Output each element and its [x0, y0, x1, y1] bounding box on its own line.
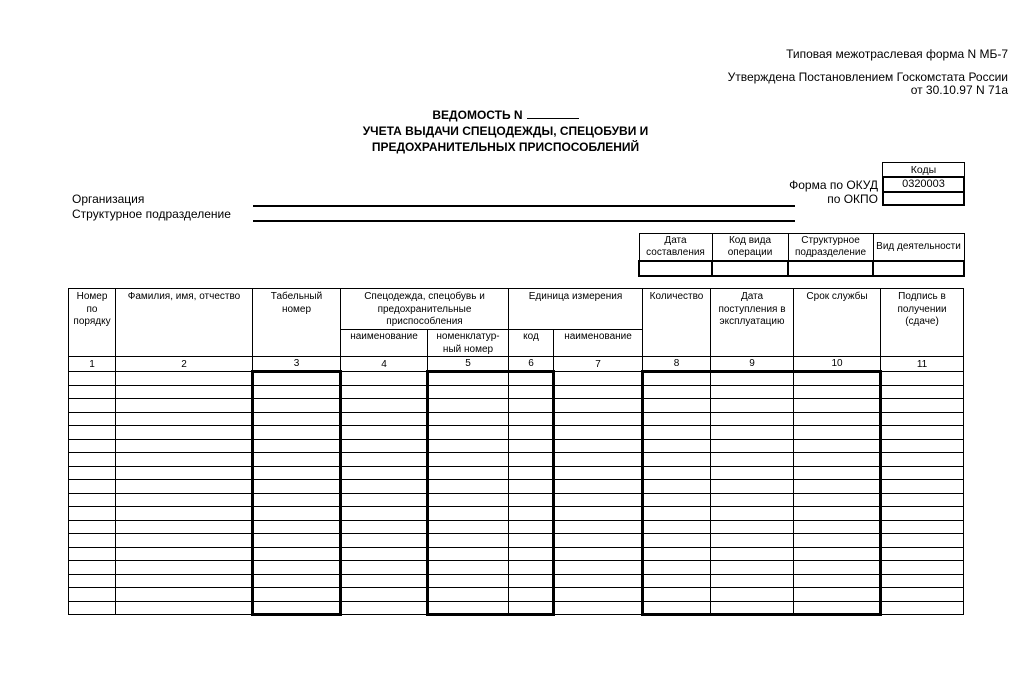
empty-row — [69, 399, 964, 413]
empty-row — [69, 480, 964, 494]
ops-header-row — [639, 234, 964, 261]
empty-cell — [881, 574, 964, 588]
empty-cell — [253, 466, 341, 480]
ops-header-date: Дата составления — [639, 234, 712, 261]
empty-cell — [881, 385, 964, 399]
empty-row — [69, 372, 964, 386]
empty-cell — [711, 588, 794, 602]
empty-cell — [428, 601, 509, 615]
ops-value-activity — [873, 261, 964, 276]
ops-header-activity: Вид деятельности — [873, 234, 964, 261]
col-header-service-start-date: Дата поступления в эксплуатацию — [711, 289, 794, 357]
col-header-unit-code: код — [509, 330, 554, 357]
empty-cell — [341, 439, 428, 453]
empty-cell — [69, 547, 116, 561]
empty-cell — [116, 534, 253, 548]
empty-cell — [643, 547, 711, 561]
empty-cell — [643, 574, 711, 588]
empty-cell — [69, 507, 116, 521]
empty-cell — [794, 466, 881, 480]
codes-values — [882, 176, 965, 206]
empty-cell — [253, 439, 341, 453]
okpo-value-cell — [884, 191, 963, 204]
empty-cell — [554, 574, 643, 588]
empty-cell — [554, 547, 643, 561]
empty-cell — [711, 480, 794, 494]
empty-row — [69, 588, 964, 602]
empty-cell — [428, 480, 509, 494]
empty-cell — [341, 466, 428, 480]
empty-cell — [253, 588, 341, 602]
empty-cell — [794, 520, 881, 534]
empty-cell — [711, 466, 794, 480]
empty-cell — [428, 426, 509, 440]
empty-cell — [711, 534, 794, 548]
empty-cell — [711, 561, 794, 575]
empty-cell — [69, 426, 116, 440]
empty-cell — [554, 561, 643, 575]
empty-cell — [554, 385, 643, 399]
column-number: 10 — [794, 357, 881, 372]
empty-cell — [509, 466, 554, 480]
empty-cell — [881, 466, 964, 480]
empty-cell — [711, 385, 794, 399]
empty-cell — [881, 426, 964, 440]
form-title-line1: ВЕДОМОСТЬ N — [68, 107, 943, 123]
empty-cell — [69, 480, 116, 494]
ops-header-department: Структурное подразделение — [788, 234, 873, 261]
empty-cell — [509, 507, 554, 521]
empty-cell — [341, 385, 428, 399]
col-group-workwear: Спецодежда, спецобувь и предохранительные приспособления — [341, 289, 509, 330]
empty-cell — [253, 372, 341, 386]
empty-cell — [69, 399, 116, 413]
empty-cell — [116, 466, 253, 480]
empty-cell — [643, 426, 711, 440]
empty-cell — [341, 601, 428, 615]
empty-cell — [794, 453, 881, 467]
empty-cell — [643, 561, 711, 575]
column-number: 6 — [509, 357, 554, 372]
empty-cell — [253, 601, 341, 615]
empty-cell — [428, 507, 509, 521]
empty-row — [69, 466, 964, 480]
empty-cell — [643, 466, 711, 480]
operations-info-table — [638, 233, 965, 277]
empty-cell — [341, 520, 428, 534]
okpo-label: по ОКПО — [827, 192, 878, 206]
form-type-line: Типовая межотраслевая форма N МБ-7 — [786, 47, 1008, 61]
empty-cell — [69, 601, 116, 615]
empty-cell — [428, 493, 509, 507]
empty-cell — [643, 588, 711, 602]
empty-cell — [509, 493, 554, 507]
empty-row — [69, 520, 964, 534]
empty-cell — [881, 588, 964, 602]
column-number: 5 — [428, 357, 509, 372]
empty-cell — [554, 453, 643, 467]
empty-cell — [509, 480, 554, 494]
organization-label: Организация — [72, 192, 145, 206]
empty-cell — [554, 412, 643, 426]
empty-cell — [554, 520, 643, 534]
column-number: 8 — [643, 357, 711, 372]
empty-cell — [794, 412, 881, 426]
col-header-nomenclature-number: номенклатур-ный номер — [428, 330, 509, 357]
empty-cell — [794, 439, 881, 453]
empty-cell — [509, 547, 554, 561]
empty-cell — [643, 385, 711, 399]
empty-cell — [428, 520, 509, 534]
col-header-service-life: Срок службы — [794, 289, 881, 357]
empty-cell — [116, 480, 253, 494]
empty-cell — [253, 426, 341, 440]
empty-cell — [253, 507, 341, 521]
empty-cell — [554, 466, 643, 480]
empty-cell — [428, 534, 509, 548]
column-number: 1 — [69, 357, 116, 372]
column-number: 2 — [116, 357, 253, 372]
okud-value-cell: 0320003 — [902, 178, 945, 190]
empty-cell — [881, 561, 964, 575]
empty-cell — [341, 372, 428, 386]
empty-cell — [253, 412, 341, 426]
empty-cell — [116, 601, 253, 615]
empty-cell — [881, 534, 964, 548]
empty-cell — [643, 480, 711, 494]
empty-cell — [794, 574, 881, 588]
empty-cell — [643, 439, 711, 453]
empty-cell — [711, 601, 794, 615]
empty-cell — [794, 588, 881, 602]
empty-cell — [69, 561, 116, 575]
empty-cell — [643, 453, 711, 467]
col-group-unit: Единица измерения — [509, 289, 643, 330]
codes-box — [882, 162, 965, 206]
empty-cell — [253, 547, 341, 561]
empty-cell — [253, 399, 341, 413]
empty-cell — [69, 466, 116, 480]
column-number: 3 — [253, 357, 341, 372]
ops-value-operation-code — [712, 261, 788, 276]
department-value-line — [253, 220, 795, 222]
empty-cell — [253, 385, 341, 399]
empty-cell — [881, 547, 964, 561]
okud-label: Форма по ОКУД — [789, 178, 878, 192]
empty-cell — [554, 426, 643, 440]
empty-cell — [711, 372, 794, 386]
empty-cell — [116, 453, 253, 467]
column-number: 11 — [881, 357, 964, 372]
empty-cell — [643, 399, 711, 413]
empty-cell — [116, 399, 253, 413]
empty-cell — [428, 574, 509, 588]
empty-cell — [69, 412, 116, 426]
empty-cell — [881, 372, 964, 386]
ops-value-date — [639, 261, 712, 276]
empty-cell — [253, 453, 341, 467]
empty-cell — [69, 574, 116, 588]
empty-cell — [881, 453, 964, 467]
empty-cell — [253, 520, 341, 534]
column-number: 4 — [341, 357, 428, 372]
empty-cell — [116, 507, 253, 521]
empty-cell — [509, 453, 554, 467]
empty-cell — [881, 399, 964, 413]
empty-cell — [116, 520, 253, 534]
empty-cell — [643, 493, 711, 507]
empty-cell — [428, 385, 509, 399]
empty-cell — [116, 561, 253, 575]
empty-cell — [341, 426, 428, 440]
approval-block — [728, 71, 1008, 97]
empty-cell — [509, 534, 554, 548]
empty-cell — [428, 399, 509, 413]
column-number: 7 — [554, 357, 643, 372]
empty-cell — [643, 412, 711, 426]
empty-cell — [794, 372, 881, 386]
col-header-signature: Подпись в получении (сдаче) — [881, 289, 964, 357]
empty-cell — [554, 372, 643, 386]
empty-cell — [509, 426, 554, 440]
empty-cell — [794, 561, 881, 575]
ops-header-operation-code: Код вида операции — [712, 234, 788, 261]
empty-cell — [711, 399, 794, 413]
empty-cell — [794, 480, 881, 494]
empty-cell — [428, 453, 509, 467]
empty-cell — [643, 372, 711, 386]
empty-cell — [253, 561, 341, 575]
codes-header: Коды — [882, 162, 965, 177]
empty-row — [69, 547, 964, 561]
empty-cell — [794, 493, 881, 507]
empty-row — [69, 426, 964, 440]
col-header-full-name: Фамилия, имя, отчество — [116, 289, 253, 357]
empty-cell — [881, 480, 964, 494]
empty-cell — [794, 399, 881, 413]
empty-cell — [341, 412, 428, 426]
empty-cell — [711, 507, 794, 521]
empty-cell — [428, 588, 509, 602]
col-header-row-number: Номер по порядку — [69, 289, 116, 357]
empty-row — [69, 507, 964, 521]
empty-cell — [116, 574, 253, 588]
empty-cell — [643, 507, 711, 521]
empty-cell — [69, 372, 116, 386]
empty-cell — [794, 385, 881, 399]
empty-cell — [253, 574, 341, 588]
empty-cell — [253, 493, 341, 507]
empty-cell — [341, 480, 428, 494]
col-header-quantity: Количество — [643, 289, 711, 357]
empty-cell — [509, 399, 554, 413]
empty-cell — [554, 480, 643, 494]
empty-cell — [794, 507, 881, 521]
empty-cell — [554, 493, 643, 507]
empty-row — [69, 453, 964, 467]
empty-cell — [881, 601, 964, 615]
empty-row — [69, 439, 964, 453]
empty-cell — [341, 507, 428, 521]
empty-row — [69, 601, 964, 615]
empty-cell — [428, 372, 509, 386]
main-table-body — [69, 372, 964, 615]
empty-cell — [116, 547, 253, 561]
empty-cell — [711, 412, 794, 426]
empty-cell — [554, 399, 643, 413]
ops-value-department — [788, 261, 873, 276]
main-header-row-1 — [69, 289, 964, 330]
empty-cell — [116, 426, 253, 440]
empty-cell — [643, 534, 711, 548]
empty-cell — [509, 439, 554, 453]
empty-cell — [881, 493, 964, 507]
empty-cell — [711, 426, 794, 440]
empty-cell — [881, 439, 964, 453]
empty-cell — [509, 574, 554, 588]
empty-cell — [554, 601, 643, 615]
empty-cell — [554, 588, 643, 602]
empty-row — [69, 385, 964, 399]
form-title-line3: ПРЕДОХРАНИТЕЛЬНЫХ ПРИСПОСОБЛЕНИЙ — [371, 140, 640, 154]
empty-cell — [509, 412, 554, 426]
form-title-line2: УЧЕТА ВЫДАЧИ СПЕЦОДЕЖДЫ, СПЕЦОБУВИ И — [362, 124, 649, 138]
empty-cell — [711, 453, 794, 467]
empty-cell — [428, 466, 509, 480]
column-number-row — [69, 357, 964, 372]
main-table — [68, 288, 964, 616]
empty-cell — [509, 372, 554, 386]
empty-cell — [116, 385, 253, 399]
col-header-personnel-number: Табельный номер — [253, 289, 341, 357]
empty-cell — [881, 507, 964, 521]
empty-cell — [428, 547, 509, 561]
approved-by-line: Утверждена Постановлением Госкомстата России — [727, 70, 1008, 84]
empty-cell — [69, 493, 116, 507]
empty-cell — [509, 601, 554, 615]
empty-cell — [554, 534, 643, 548]
empty-cell — [711, 574, 794, 588]
empty-cell — [341, 453, 428, 467]
empty-row — [69, 493, 964, 507]
empty-cell — [881, 520, 964, 534]
empty-cell — [509, 520, 554, 534]
empty-cell — [711, 520, 794, 534]
empty-cell — [341, 399, 428, 413]
empty-cell — [711, 547, 794, 561]
empty-cell — [116, 439, 253, 453]
empty-cell — [253, 480, 341, 494]
empty-cell — [794, 547, 881, 561]
department-label: Структурное подразделение — [72, 207, 231, 221]
empty-cell — [428, 561, 509, 575]
empty-cell — [253, 534, 341, 548]
empty-cell — [509, 561, 554, 575]
approved-date-line: от 30.10.97 N 71а — [910, 83, 1008, 97]
empty-row — [69, 574, 964, 588]
empty-cell — [341, 493, 428, 507]
empty-cell — [428, 439, 509, 453]
empty-cell — [341, 574, 428, 588]
empty-cell — [794, 426, 881, 440]
empty-cell — [341, 588, 428, 602]
document-number-blank — [527, 108, 579, 119]
empty-cell — [69, 453, 116, 467]
empty-cell — [116, 588, 253, 602]
ops-value-row — [639, 261, 964, 276]
empty-cell — [69, 534, 116, 548]
empty-cell — [341, 547, 428, 561]
empty-cell — [881, 412, 964, 426]
empty-row — [69, 412, 964, 426]
empty-cell — [69, 385, 116, 399]
empty-cell — [509, 588, 554, 602]
empty-cell — [554, 507, 643, 521]
empty-cell — [116, 412, 253, 426]
empty-cell — [643, 520, 711, 534]
empty-cell — [341, 534, 428, 548]
organization-value-line — [253, 205, 795, 207]
empty-cell — [341, 561, 428, 575]
col-header-unit-name: наименование — [554, 330, 643, 357]
empty-cell — [509, 385, 554, 399]
empty-cell — [794, 534, 881, 548]
empty-cell — [69, 588, 116, 602]
empty-cell — [711, 493, 794, 507]
empty-cell — [794, 601, 881, 615]
empty-cell — [643, 601, 711, 615]
empty-row — [69, 561, 964, 575]
column-number: 9 — [711, 357, 794, 372]
empty-cell — [69, 439, 116, 453]
empty-cell — [711, 439, 794, 453]
empty-cell — [116, 372, 253, 386]
empty-cell — [428, 412, 509, 426]
form-title — [68, 107, 943, 155]
col-header-item-name: наименование — [341, 330, 428, 357]
empty-row — [69, 534, 964, 548]
empty-cell — [116, 493, 253, 507]
empty-cell — [69, 520, 116, 534]
empty-cell — [554, 439, 643, 453]
